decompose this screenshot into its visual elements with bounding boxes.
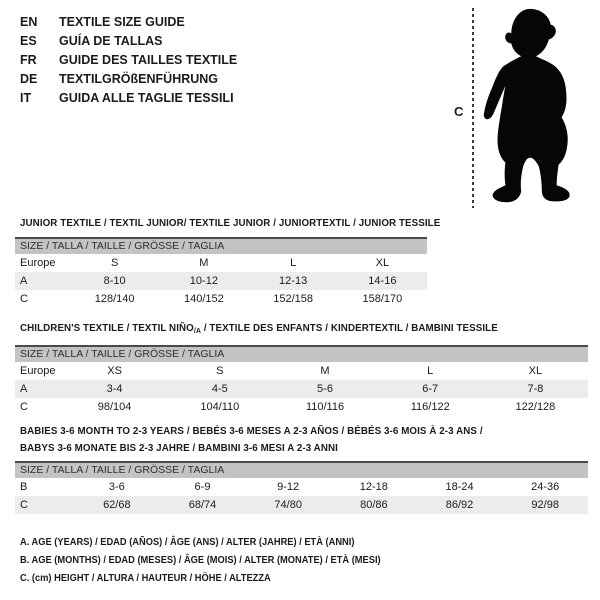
- size-cell: 98/104: [97, 401, 132, 413]
- toddler-silhouette-image: [477, 4, 589, 206]
- language-list: [20, 13, 237, 108]
- size-cell: 18-24: [445, 481, 474, 493]
- row-label: Europe: [20, 257, 56, 269]
- language-code: FR: [20, 53, 37, 67]
- size-cell: 122/128: [515, 401, 556, 413]
- language-row: [20, 89, 237, 108]
- size-cell: 8-10: [103, 275, 126, 287]
- size-cell: 104/110: [200, 401, 240, 413]
- heading-text: CHILDREN'S TEXTILE / TEXTIL NIÑO: [20, 322, 194, 334]
- language-code: IT: [20, 91, 32, 105]
- table-row: [15, 496, 588, 514]
- size-cell: L: [427, 365, 434, 377]
- size-cell: 9-12: [277, 481, 300, 493]
- size-cell: 10-12: [189, 275, 218, 287]
- row-label: Europe: [20, 365, 56, 377]
- size-header-row: SIZE / TALLA / TAILLE / GRÖSSE / TAGLIA: [15, 237, 427, 254]
- table-row: [15, 380, 588, 398]
- size-header-row: SIZE / TALLA / TAILLE / GRÖSSE / TAGLIA: [15, 345, 588, 362]
- height-dashed-line: [472, 8, 474, 208]
- table-row: [15, 478, 588, 496]
- size-cell: 92/98: [531, 499, 559, 511]
- size-cell: 152/158: [273, 293, 313, 305]
- size-cell: 14-16: [368, 275, 397, 287]
- size-cell: 5-6: [317, 383, 333, 395]
- babies-size-table: [15, 461, 588, 514]
- language-code: EN: [20, 15, 38, 29]
- junior-section-heading: JUNIOR TEXTILE / TEXTIL JUNIOR/ TEXTILE JUNIOR / JUNIORTEXTIL / JUNIOR TESSILE: [20, 217, 441, 229]
- size-cell: 4-5: [211, 383, 228, 395]
- size-cell: 7-8: [527, 383, 544, 395]
- size-cell: XL: [375, 257, 390, 269]
- table-row: [15, 398, 588, 416]
- size-cell: 140/152: [183, 293, 224, 305]
- size-cell: 158/170: [362, 293, 403, 305]
- size-header-row: SIZE / TALLA / TAILLE / GRÖSSE / TAGLIA: [15, 461, 588, 478]
- size-cell: 86/92: [445, 499, 474, 511]
- language-code: DE: [20, 72, 38, 86]
- size-cell: 12-13: [279, 275, 308, 287]
- children-section-heading: [20, 322, 498, 335]
- size-cell: 80/86: [360, 499, 388, 511]
- footnote-c: C. (cm) HEIGHT / ALTURA / HAUTEUR / HÖHE / ALTEZZA: [20, 573, 271, 584]
- table-row: [15, 254, 427, 272]
- footnote-a: A. AGE (YEARS) / EDAD (AÑOS) / ÂGE (ANS) / ALTER (JAHRE) / ETÀ (ANNI): [20, 537, 355, 548]
- size-cell: M: [320, 365, 330, 377]
- language-row: [20, 32, 237, 51]
- size-cell: 116/122: [410, 401, 450, 413]
- junior-size-table: [15, 237, 427, 308]
- row-label: C: [20, 293, 28, 305]
- height-measure-label: C: [454, 104, 464, 119]
- language-label: TEXTILE SIZE GUIDE: [59, 15, 185, 29]
- size-cell: 6-7: [422, 383, 439, 395]
- table-row: [15, 272, 427, 290]
- size-cell: 68/74: [188, 499, 217, 511]
- heading-text: / TEXTILE DES ENFANTS / KINDERTEXTIL / BAMBINI TESSILE: [201, 322, 498, 334]
- children-size-table: [15, 345, 588, 416]
- language-label: GUIDE DES TAILLES TEXTILE: [59, 53, 238, 67]
- size-cell: 128/140: [94, 293, 135, 305]
- size-cell: M: [199, 257, 209, 269]
- language-code: ES: [20, 34, 37, 48]
- table-row: [15, 290, 427, 308]
- size-cell: 12-18: [359, 481, 388, 493]
- language-row: [20, 13, 237, 32]
- size-cell: XL: [528, 365, 543, 377]
- language-row: [20, 70, 237, 89]
- language-label: GUIDA ALLE TAGLIE TESSILI: [59, 91, 234, 105]
- size-cell: 74/80: [274, 499, 302, 511]
- row-label: B: [20, 481, 28, 493]
- size-cell: 110/116: [305, 401, 345, 413]
- language-label: TEXTILGRÖßENFÜHRUNG: [59, 72, 219, 86]
- footnote-legend: [20, 534, 408, 588]
- size-cell: 62/68: [103, 499, 131, 511]
- footnote-b: B. AGE (MONTHS) / EDAD (MESES) / ÂGE (MOIS) / ALTER (MONATE) / ETÀ (MESI): [20, 555, 381, 566]
- size-cell: 3-6: [108, 481, 125, 493]
- language-label: GUÍA DE TALLAS: [59, 34, 163, 48]
- row-label: A: [20, 383, 28, 395]
- language-row: [20, 51, 237, 70]
- heading-line-2: BABYS 3-6 MONATE BIS 2-3 JAHRE / BAMBINI 3-6 MESI A 2-3 ANNI: [20, 442, 338, 454]
- row-label: A: [20, 275, 28, 287]
- size-cell: S: [110, 257, 119, 269]
- heading-subscript: /A: [193, 326, 202, 335]
- babies-section-heading: [20, 423, 483, 457]
- size-cell: S: [216, 365, 224, 377]
- size-cell: 24-36: [531, 481, 560, 493]
- row-label: C: [20, 401, 28, 413]
- size-cell: 3-4: [106, 383, 123, 395]
- size-cell: L: [290, 257, 297, 269]
- table-row: [15, 362, 588, 380]
- row-label: C: [20, 499, 28, 511]
- size-cell: 6-9: [194, 481, 211, 493]
- size-cell: XS: [107, 365, 122, 377]
- heading-line-1: BABIES 3-6 MONTH TO 2-3 YEARS / BEBÉS 3-6 MESES A 2-3 AÑOS / BÉBÉS 3-6 MOIS À 2-3 ANS /: [20, 425, 483, 437]
